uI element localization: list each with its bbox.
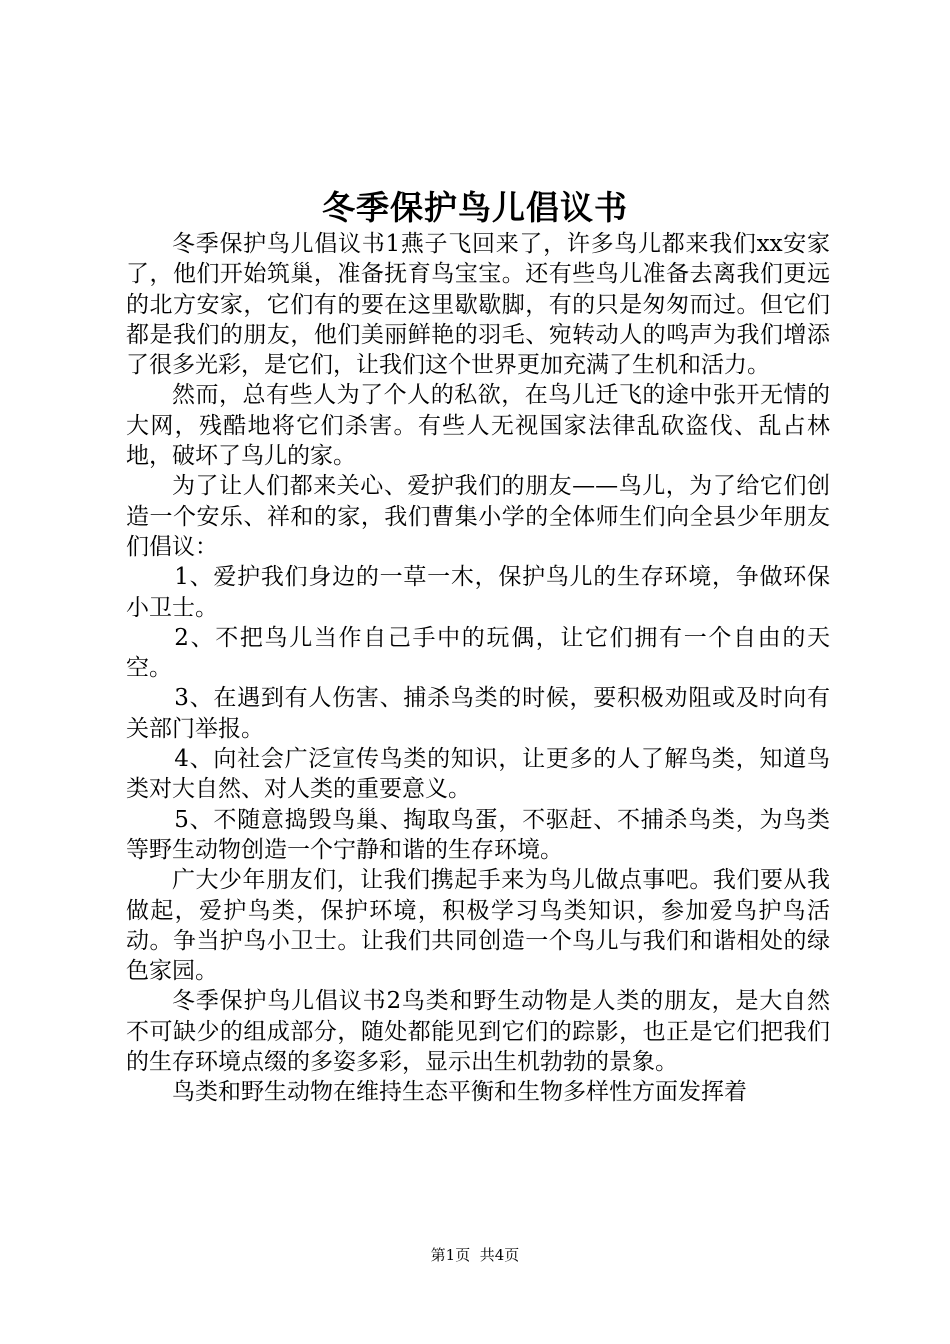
document-title: 冬季保护鸟儿倡议书 [322,188,628,227]
paragraph-intro: 冬季保护鸟儿倡议书1燕子飞回来了，许多鸟儿都来我们xx安家了，他们开始筑巢，准备抚育鸟宝宝。还有些鸟儿准备去离我们更远的北方安家，它们有的要在这里歇歇脚，有的只是匆匆而过。但它们都是我们的朋友，他们美丽鲜艳的羽毛、宛转动人的鸣声为我们增添了很多光彩，是它们，让我们这个世界更加充满了生机和活力。 [126,231,830,379]
proposal-item-3: 3、在遇到有人伤害、捕杀鸟类的时候，要积极劝阻或及时向有关部门举报。 [126,685,830,742]
page-total: 共4页 [479,1246,520,1264]
proposal-item-1: 1、爱护我们身边的一草一木，保护鸟儿的生存环境，争做环保小卫士。 [126,564,830,621]
page-footer [0,1245,950,1265]
paragraph-however: 然而，总有些人为了个人的私欲，在鸟儿迁飞的途中张开无情的大网，残酷地将它们杀害。有些人无视国家法律乱砍盗伐、乱占林地，破坏了鸟儿的家。 [126,382,830,470]
paragraph-call-to-action: 广大少年朋友们，让我们携起手来为鸟儿做点事吧。我们要从我做起，爱护鸟类，保护环境，积极学习鸟类知识，参加爱鸟护鸟活动。争当护鸟小卫士。让我们共同创造一个鸟儿与我们和谐相处的绿色家园。 [126,867,830,985]
proposal-item-5: 5、不随意捣毁鸟巢、掏取鸟蛋，不驱赶、不捕杀鸟类，为鸟类等野生动物创造一个宁静和谐的生存环境。 [126,806,830,863]
paragraph-continued: 鸟类和野生动物在维持生态平衡和生物多样性方面发挥着 [172,1079,747,1106]
document-body [126,229,830,1108]
proposal-item-4: 4、向社会广泛宣传鸟类的知识，让更多的人了解鸟类，知道鸟类对大自然、对人类的重要意义。 [126,746,830,803]
paragraph-proposal-2: 冬季保护鸟儿倡议书2鸟类和野生动物是人类的朋友，是大自然不可缺少的组成部分，随处都能见到它们的踪影，也正是它们把我们的生存环境点缀的多姿多彩，显示出生机勃勃的景象。 [126,988,830,1076]
paragraph-proposal-intro: 为了让人们都来关心、爱护我们的朋友——鸟儿，为了给它们创造一个安乐、祥和的家，我们曹集小学的全体师生们向全县少年朋友们倡议： [126,473,830,560]
proposal-item-2: 2、不把鸟儿当作自己手中的玩偶，让它们拥有一个自由的天空。 [126,624,830,682]
page-number: 第1页 [430,1246,471,1264]
